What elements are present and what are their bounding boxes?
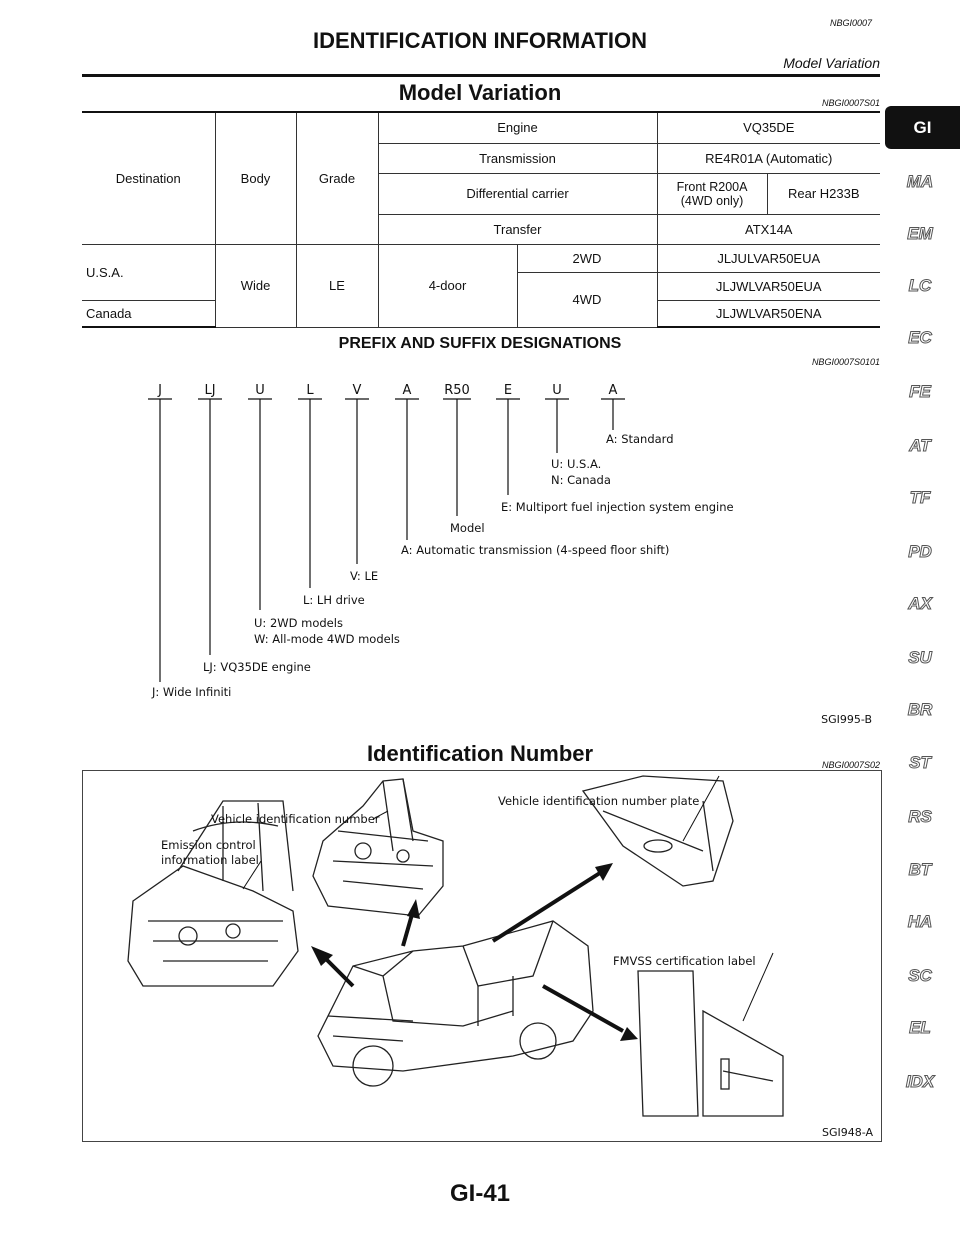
drive-4wd: 4WD [517, 272, 657, 327]
label-emission-2: information label [161, 853, 259, 867]
tab-ec[interactable]: EC [908, 328, 932, 347]
model-code-4wd-usa: JLJWLVAR50EUA [657, 272, 880, 300]
desc-e: E: Multiport fuel injection system engine [501, 500, 734, 514]
transmission-label: Transmission [378, 143, 657, 173]
header-rule [82, 74, 880, 77]
tab-ha[interactable]: HA [907, 912, 933, 931]
identification-title: Identification Number [366, 741, 594, 766]
transmission-value: RE4R01A (Automatic) [657, 143, 880, 173]
desc-u-usa: U: U.S.A. [551, 457, 602, 471]
differential-label: Differential carrier [378, 173, 657, 214]
letter-a: A [402, 383, 412, 398]
drive-2wd: 2WD [517, 244, 657, 272]
label-emission-1: Emission control [161, 838, 256, 852]
tab-el[interactable]: EL [909, 1018, 931, 1037]
tab-pd[interactable]: PD [908, 542, 932, 561]
prefix-suffix-title: PREFIX AND SUFFIX DESIGNATIONS [338, 335, 622, 352]
desc-a-standard: A: Standard [606, 432, 674, 446]
model-variation-title: Model Variation [398, 80, 562, 105]
tab-fe[interactable]: FE [909, 382, 931, 401]
page-subtitle: Model Variation [783, 55, 880, 71]
letter-v: V [352, 383, 362, 398]
vehicle-illustration [83, 771, 881, 1141]
page-title: IDENTIFICATION INFORMATION [312, 28, 648, 53]
body-value: Wide [215, 244, 296, 327]
label-vin: Vehicle identification number [211, 812, 380, 826]
label-fmvss: FMVSS certification label [613, 954, 756, 968]
page-number: GI-41 [449, 1180, 511, 1207]
letter-u: U [255, 383, 265, 398]
engine-label: Engine [378, 112, 657, 143]
tab-lc[interactable]: LC [908, 276, 932, 295]
desc-v: V: LE [350, 569, 379, 583]
col-grade: Grade [296, 112, 378, 244]
tab-st[interactable]: ST [909, 753, 931, 772]
tab-bt[interactable]: BT [908, 860, 932, 879]
desc-l: L: LH drive [303, 593, 365, 607]
letter-r50: R50 [444, 383, 470, 398]
grade-value: LE [296, 244, 378, 327]
engine-value: VQ35DE [657, 112, 880, 143]
desc-u-2wd: U: 2WD models [254, 616, 343, 630]
letter-l: L [306, 383, 314, 398]
section-code: NBGI0007 [830, 18, 873, 28]
destination-canada: Canada [82, 300, 215, 327]
desc-w-4wd: W: All-mode 4WD models [254, 632, 400, 646]
destination-usa: U.S.A. [82, 244, 215, 300]
differential-rear: Rear H233B [767, 173, 880, 214]
door-value: 4-door [378, 244, 517, 327]
identification-figure [82, 770, 882, 1142]
tab-gi[interactable]: GI [885, 106, 960, 149]
letter-e: E [503, 383, 513, 398]
letter-lj: LJ [204, 383, 216, 398]
tab-em[interactable]: EM [907, 224, 933, 243]
differential-front: Front R200A (4WD only) [657, 173, 767, 214]
col-body: Body [215, 112, 296, 244]
desc-n-canada: N: Canada [551, 473, 611, 487]
model-variation-table [82, 111, 880, 326]
tab-br[interactable]: BR [907, 700, 933, 719]
prefix-suffix-code: NBGI0007S0101 [811, 357, 880, 367]
model-code-4wd-canada: JLJWLVAR50ENA [657, 300, 880, 327]
transfer-label: Transfer [378, 214, 657, 244]
identification-code: NBGI0007S02 [821, 760, 880, 770]
letter-u2: U [552, 383, 562, 398]
identification-figure-code: SGI948-A [822, 1126, 873, 1139]
tab-ax[interactable]: AX [908, 594, 932, 613]
model-code-2wd: JLJULVAR50EUA [657, 244, 880, 272]
tab-su[interactable]: SU [908, 648, 932, 667]
tab-at[interactable]: AT [909, 436, 931, 455]
tab-sc[interactable]: SC [908, 966, 932, 985]
prefix-suffix-diagram [0, 370, 880, 740]
prefix-figure-code: SGI995-B [821, 713, 872, 726]
desc-a-trans: A: Automatic transmission (4-speed floor shift) [401, 543, 670, 557]
tab-tf[interactable]: TF [909, 488, 931, 507]
desc-j: J: Wide Infiniti [152, 685, 232, 699]
label-vin-plate: Vehicle identification number plate [498, 794, 700, 808]
model-variation-code: NBGI0007S01 [821, 98, 880, 108]
letter-j: J [158, 383, 162, 398]
transfer-value: ATX14A [657, 214, 880, 244]
letter-a2: A [608, 383, 618, 398]
tab-rs[interactable]: RS [908, 807, 932, 826]
col-destination: Destination [82, 112, 215, 244]
desc-model: Model [450, 521, 485, 535]
tab-ma[interactable]: MA [906, 172, 934, 191]
desc-lj: LJ: VQ35DE engine [203, 660, 311, 674]
tab-idx[interactable]: IDX [905, 1072, 935, 1091]
